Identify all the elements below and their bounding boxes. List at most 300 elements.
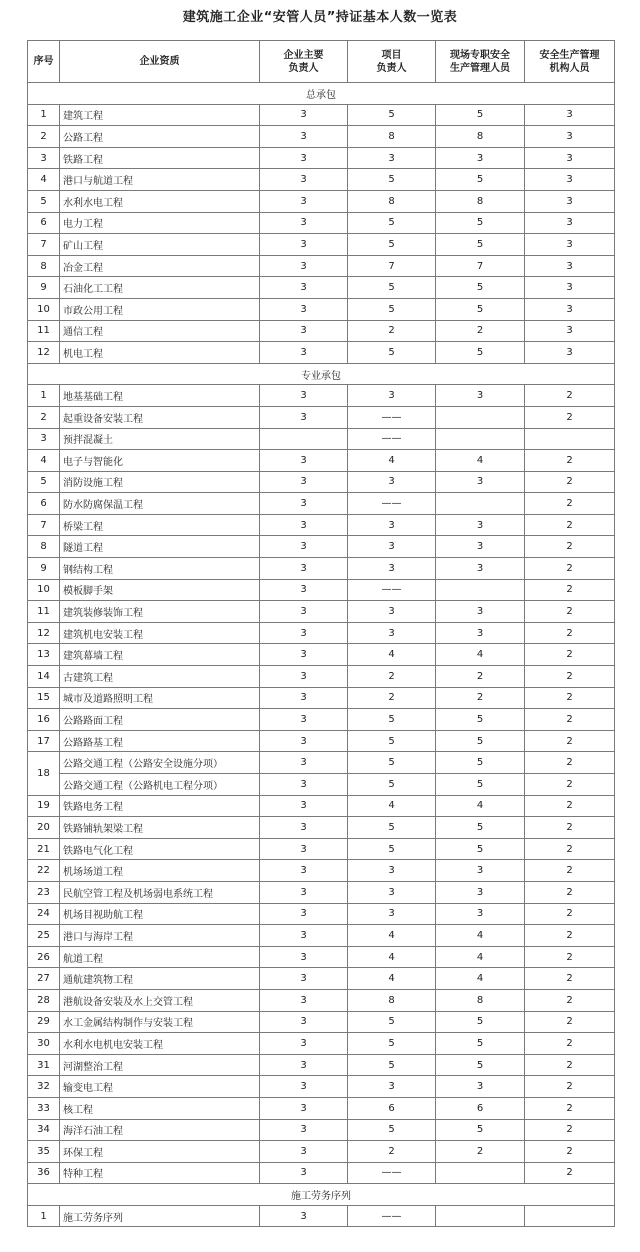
cell-qualification: 铁路电气化工程 [60, 838, 260, 860]
cell-safety-dept: 3 [525, 104, 615, 126]
cell-project-lead: 3 [348, 514, 436, 536]
cell-no: 28 [28, 989, 60, 1011]
cell-qualification: 建筑幕墙工程 [60, 644, 260, 666]
cell-safety-dept: 3 [525, 212, 615, 234]
cell-safety-dept: 2 [525, 601, 615, 623]
cell-principal: 3 [260, 104, 348, 126]
cell-project-lead: 5 [348, 212, 436, 234]
cell-no: 3 [28, 428, 60, 450]
table-row [28, 774, 615, 796]
cell-qualification: 古建筑工程 [60, 666, 260, 688]
cell-safety-dept: 3 [525, 342, 615, 364]
cell-safety-dept: 3 [525, 234, 615, 256]
cell-principal: 3 [260, 925, 348, 947]
cell-no: 10 [28, 579, 60, 601]
cell-onsite-safety: 7 [436, 255, 525, 277]
cell-principal: 3 [260, 1076, 348, 1098]
cell-project-lead: 5 [348, 1119, 436, 1141]
cell-principal: 3 [260, 622, 348, 644]
cell-safety-dept: 2 [525, 406, 615, 428]
cell-principal: 3 [260, 946, 348, 968]
cell-project-lead: —— [348, 1205, 436, 1227]
cell-no: 9 [28, 558, 60, 580]
cell-project-lead: 6 [348, 1097, 436, 1119]
cell-onsite-safety [436, 579, 525, 601]
cell-safety-dept: 2 [525, 795, 615, 817]
cell-project-lead: 5 [348, 298, 436, 320]
table-row [28, 298, 615, 320]
table-row [28, 493, 615, 515]
cell-no: 7 [28, 514, 60, 536]
cell-onsite-safety: 5 [436, 774, 525, 796]
table-row [28, 234, 615, 256]
cell-safety-dept: 2 [525, 450, 615, 472]
cell-onsite-safety: 3 [436, 514, 525, 536]
cell-safety-dept: 2 [525, 860, 615, 882]
cell-project-lead: —— [348, 406, 436, 428]
cell-project-lead: 5 [348, 838, 436, 860]
cell-no: 11 [28, 320, 60, 342]
cell-safety-dept [525, 428, 615, 450]
cell-qualification: 通航建筑物工程 [60, 968, 260, 990]
table-row [28, 666, 615, 688]
cell-qualification: 港口与航道工程 [60, 169, 260, 191]
cell-safety-dept: 2 [525, 1141, 615, 1163]
cell-qualification: 模板脚手架 [60, 579, 260, 601]
cell-project-lead: 5 [348, 1011, 436, 1033]
cell-safety-dept: 2 [525, 752, 615, 774]
cell-onsite-safety: 4 [436, 795, 525, 817]
cell-onsite-safety: 5 [436, 169, 525, 191]
cell-no: 24 [28, 903, 60, 925]
table-row [28, 385, 615, 407]
cell-principal: 3 [260, 687, 348, 709]
cell-principal: 3 [260, 558, 348, 580]
table-row [28, 1141, 615, 1163]
cell-project-lead: 5 [348, 774, 436, 796]
cell-onsite-safety: 2 [436, 1141, 525, 1163]
cell-project-lead: 5 [348, 104, 436, 126]
cell-no: 6 [28, 493, 60, 515]
cell-no: 10 [28, 298, 60, 320]
cell-project-lead: 3 [348, 1076, 436, 1098]
header-cell-no: 序号 [28, 41, 60, 83]
table-row [28, 1097, 615, 1119]
cell-onsite-safety: 3 [436, 471, 525, 493]
cell-principal: 3 [260, 1162, 348, 1184]
cell-qualification: 环保工程 [60, 1141, 260, 1163]
cell-safety-dept: 2 [525, 946, 615, 968]
table-row [28, 147, 615, 169]
cell-safety-dept: 2 [525, 925, 615, 947]
header-cell-project-lead: 项目 负责人 [348, 41, 436, 83]
cell-principal: 3 [260, 212, 348, 234]
cell-project-lead: 3 [348, 860, 436, 882]
cell-project-lead: 4 [348, 450, 436, 472]
cell-principal: 3 [260, 320, 348, 342]
table-row [28, 1033, 615, 1055]
table-row [28, 968, 615, 990]
cell-qualification: 防水防腐保温工程 [60, 493, 260, 515]
cell-principal: 3 [260, 644, 348, 666]
cell-safety-dept: 2 [525, 1076, 615, 1098]
cell-principal: 3 [260, 406, 348, 428]
cell-safety-dept: 2 [525, 1119, 615, 1141]
cell-safety-dept [525, 1205, 615, 1227]
table-row [28, 838, 615, 860]
table-row [28, 1054, 615, 1076]
table-row [28, 450, 615, 472]
cell-qualification: 钢结构工程 [60, 558, 260, 580]
cell-no: 16 [28, 709, 60, 731]
cell-safety-dept: 2 [525, 471, 615, 493]
cell-no: 21 [28, 838, 60, 860]
table-row [28, 903, 615, 925]
cell-qualification: 河湖整治工程 [60, 1054, 260, 1076]
cell-no: 20 [28, 817, 60, 839]
cell-safety-dept: 2 [525, 622, 615, 644]
cell-project-lead: 3 [348, 903, 436, 925]
cell-project-lead: 3 [348, 147, 436, 169]
cell-principal: 3 [260, 298, 348, 320]
cell-project-lead: 3 [348, 622, 436, 644]
header-cell-safety-dept: 安全生产管理 机构人员 [525, 41, 615, 83]
table-row [28, 989, 615, 1011]
cell-safety-dept: 2 [525, 666, 615, 688]
cell-no: 13 [28, 644, 60, 666]
cell-project-lead: 8 [348, 126, 436, 148]
cell-qualification: 机场目视助航工程 [60, 903, 260, 925]
cell-qualification: 核工程 [60, 1097, 260, 1119]
section-row [28, 83, 615, 105]
cell-onsite-safety: 5 [436, 838, 525, 860]
cell-onsite-safety: 5 [436, 342, 525, 364]
cell-project-lead: 2 [348, 666, 436, 688]
cell-onsite-safety: 5 [436, 817, 525, 839]
cell-principal: 3 [260, 709, 348, 731]
table-row [28, 946, 615, 968]
table-row [28, 558, 615, 580]
cell-principal: 3 [260, 1141, 348, 1163]
cell-no: 1 [28, 385, 60, 407]
cell-safety-dept: 3 [525, 277, 615, 299]
cell-onsite-safety: 5 [436, 1054, 525, 1076]
page-title: 建筑施工企业“安管人员”持证基本人数一览表 [182, 10, 458, 25]
cell-onsite-safety: 4 [436, 946, 525, 968]
cell-onsite-safety: 5 [436, 1011, 525, 1033]
cell-project-lead: —— [348, 579, 436, 601]
cell-onsite-safety: 2 [436, 687, 525, 709]
cell-no: 9 [28, 277, 60, 299]
cell-qualification: 铁路工程 [60, 147, 260, 169]
cell-project-lead: 5 [348, 730, 436, 752]
cell-project-lead: 4 [348, 968, 436, 990]
cell-qualification: 公路交通工程（公路机电工程分项） [60, 774, 260, 796]
cell-safety-dept: 3 [525, 255, 615, 277]
cell-principal: 3 [260, 903, 348, 925]
cell-principal: 3 [260, 342, 348, 364]
header-cell-onsite-safety: 现场专职安全 生产管理人员 [436, 41, 525, 83]
cell-qualification: 特种工程 [60, 1162, 260, 1184]
cell-no: 23 [28, 881, 60, 903]
table-row [28, 126, 615, 148]
cell-principal: 3 [260, 795, 348, 817]
cell-qualification: 水利水电工程 [60, 190, 260, 212]
cell-principal: 3 [260, 1011, 348, 1033]
cell-project-lead: 5 [348, 817, 436, 839]
table-row [28, 1076, 615, 1098]
cell-onsite-safety: 5 [436, 234, 525, 256]
cell-onsite-safety: 3 [436, 558, 525, 580]
cell-qualification: 水工金属结构制作与安装工程 [60, 1011, 260, 1033]
cell-no: 1 [28, 104, 60, 126]
cell-principal: 3 [260, 817, 348, 839]
cell-project-lead: 2 [348, 1141, 436, 1163]
cell-onsite-safety: 5 [436, 298, 525, 320]
section-row [28, 363, 615, 385]
cell-onsite-safety [436, 1205, 525, 1227]
cell-onsite-safety: 2 [436, 666, 525, 688]
table-row [28, 104, 615, 126]
cell-principal: 3 [260, 1054, 348, 1076]
cell-principal: 3 [260, 493, 348, 515]
cell-project-lead: 5 [348, 1054, 436, 1076]
table-row [28, 860, 615, 882]
cell-no: 8 [28, 536, 60, 558]
cell-qualification: 隧道工程 [60, 536, 260, 558]
cell-principal: 3 [260, 450, 348, 472]
cell-onsite-safety: 3 [436, 903, 525, 925]
table-row [28, 1205, 615, 1227]
cell-onsite-safety [436, 406, 525, 428]
cell-principal: 3 [260, 471, 348, 493]
cell-principal: 3 [260, 666, 348, 688]
cell-onsite-safety: 4 [436, 450, 525, 472]
cell-no: 26 [28, 946, 60, 968]
cell-onsite-safety: 5 [436, 730, 525, 752]
cell-qualification: 建筑机电安装工程 [60, 622, 260, 644]
table-row [28, 471, 615, 493]
cell-project-lead: 3 [348, 601, 436, 623]
cell-principal: 3 [260, 234, 348, 256]
cell-principal: 3 [260, 774, 348, 796]
cell-safety-dept: 2 [525, 1162, 615, 1184]
cell-qualification: 建筑工程 [60, 104, 260, 126]
cell-project-lead: 4 [348, 925, 436, 947]
cell-project-lead: 8 [348, 190, 436, 212]
cell-project-lead: 3 [348, 536, 436, 558]
cell-qualification: 施工劳务序列 [60, 1205, 260, 1227]
table-row [28, 277, 615, 299]
cell-no: 6 [28, 212, 60, 234]
cell-project-lead: 5 [348, 342, 436, 364]
cell-onsite-safety: 3 [436, 860, 525, 882]
cell-qualification: 预拌混凝土 [60, 428, 260, 450]
cell-principal: 3 [260, 838, 348, 860]
cell-project-lead: 5 [348, 169, 436, 191]
cell-principal: 3 [260, 989, 348, 1011]
cell-onsite-safety: 5 [436, 752, 525, 774]
personnel-table [27, 40, 615, 1227]
cell-no: 19 [28, 795, 60, 817]
cell-no: 12 [28, 622, 60, 644]
cell-onsite-safety: 8 [436, 126, 525, 148]
cell-onsite-safety: 2 [436, 320, 525, 342]
cell-safety-dept: 2 [525, 1097, 615, 1119]
cell-safety-dept: 2 [525, 514, 615, 536]
cell-qualification: 电子与智能化 [60, 450, 260, 472]
cell-qualification: 港航设备安装及水上交管工程 [60, 989, 260, 1011]
cell-safety-dept: 2 [525, 1011, 615, 1033]
cell-principal: 3 [260, 169, 348, 191]
cell-project-lead: 7 [348, 255, 436, 277]
cell-no: 7 [28, 234, 60, 256]
cell-principal: 3 [260, 1097, 348, 1119]
cell-no: 2 [28, 406, 60, 428]
cell-onsite-safety: 3 [436, 385, 525, 407]
cell-safety-dept: 3 [525, 169, 615, 191]
cell-onsite-safety: 5 [436, 104, 525, 126]
cell-safety-dept: 2 [525, 968, 615, 990]
table-row [28, 644, 615, 666]
cell-safety-dept: 2 [525, 493, 615, 515]
cell-safety-dept: 2 [525, 709, 615, 731]
cell-onsite-safety: 5 [436, 1119, 525, 1141]
cell-onsite-safety: 5 [436, 212, 525, 234]
table-row [28, 579, 615, 601]
cell-project-lead: 5 [348, 234, 436, 256]
table-row [28, 212, 615, 234]
cell-safety-dept: 2 [525, 838, 615, 860]
cell-onsite-safety: 8 [436, 989, 525, 1011]
cell-no: 8 [28, 255, 60, 277]
cell-onsite-safety: 6 [436, 1097, 525, 1119]
cell-principal: 3 [260, 881, 348, 903]
cell-project-lead: —— [348, 1162, 436, 1184]
cell-no: 5 [28, 471, 60, 493]
cell-no: 34 [28, 1119, 60, 1141]
table-row [28, 406, 615, 428]
cell-qualification: 航道工程 [60, 946, 260, 968]
cell-principal: 3 [260, 730, 348, 752]
cell-project-lead: 3 [348, 385, 436, 407]
section-label: 总承包 [28, 83, 615, 105]
table-row [28, 709, 615, 731]
cell-project-lead: 5 [348, 277, 436, 299]
cell-qualification: 水利水电机电安装工程 [60, 1033, 260, 1055]
cell-qualification: 公路路基工程 [60, 730, 260, 752]
cell-project-lead: 2 [348, 687, 436, 709]
cell-safety-dept: 2 [525, 903, 615, 925]
cell-qualification: 民航空管工程及机场弱电系统工程 [60, 881, 260, 903]
cell-qualification: 铁路铺轨架梁工程 [60, 817, 260, 839]
cell-onsite-safety: 4 [436, 925, 525, 947]
cell-qualification: 城市及道路照明工程 [60, 687, 260, 709]
cell-project-lead: —— [348, 493, 436, 515]
cell-safety-dept: 2 [525, 385, 615, 407]
cell-no: 12 [28, 342, 60, 364]
cell-project-lead: 2 [348, 320, 436, 342]
cell-no: 35 [28, 1141, 60, 1163]
cell-no: 29 [28, 1011, 60, 1033]
cell-onsite-safety: 3 [436, 147, 525, 169]
cell-no: 31 [28, 1054, 60, 1076]
header-cell-principal: 企业主要 负责人 [260, 41, 348, 83]
table-row [28, 1011, 615, 1033]
cell-onsite-safety [436, 493, 525, 515]
table-row [28, 169, 615, 191]
cell-safety-dept: 2 [525, 1033, 615, 1055]
cell-qualification: 石油化工工程 [60, 277, 260, 299]
cell-principal: 3 [260, 385, 348, 407]
table-row [28, 817, 615, 839]
cell-no: 1 [28, 1205, 60, 1227]
table-row [28, 320, 615, 342]
table-row [28, 255, 615, 277]
cell-principal [260, 428, 348, 450]
cell-onsite-safety: 3 [436, 622, 525, 644]
table-row [28, 428, 615, 450]
cell-project-lead: —— [348, 428, 436, 450]
cell-safety-dept: 2 [525, 579, 615, 601]
cell-principal: 3 [260, 277, 348, 299]
cell-qualification: 市政公用工程 [60, 298, 260, 320]
section-label: 施工劳务序列 [28, 1184, 615, 1206]
table-row [28, 622, 615, 644]
cell-project-lead: 3 [348, 558, 436, 580]
cell-principal: 3 [260, 579, 348, 601]
cell-principal: 3 [260, 126, 348, 148]
cell-project-lead: 5 [348, 709, 436, 731]
cell-qualification: 桥梁工程 [60, 514, 260, 536]
cell-onsite-safety: 5 [436, 1033, 525, 1055]
cell-onsite-safety: 4 [436, 644, 525, 666]
cell-no: 33 [28, 1097, 60, 1119]
cell-onsite-safety: 5 [436, 277, 525, 299]
cell-qualification: 地基基础工程 [60, 385, 260, 407]
cell-project-lead: 4 [348, 644, 436, 666]
cell-onsite-safety: 3 [436, 601, 525, 623]
cell-safety-dept: 2 [525, 817, 615, 839]
cell-onsite-safety: 3 [436, 1076, 525, 1098]
cell-project-lead: 3 [348, 471, 436, 493]
cell-onsite-safety: 3 [436, 881, 525, 903]
cell-no: 14 [28, 666, 60, 688]
cell-safety-dept: 3 [525, 147, 615, 169]
cell-safety-dept: 3 [525, 190, 615, 212]
cell-principal: 3 [260, 601, 348, 623]
cell-project-lead: 4 [348, 795, 436, 817]
cell-no: 15 [28, 687, 60, 709]
cell-safety-dept: 2 [525, 644, 615, 666]
cell-qualification: 起重设备安装工程 [60, 406, 260, 428]
cell-principal: 3 [260, 752, 348, 774]
table-row [28, 1119, 615, 1141]
cell-qualification: 冶金工程 [60, 255, 260, 277]
section-label: 专业承包 [28, 363, 615, 385]
cell-safety-dept: 2 [525, 687, 615, 709]
cell-onsite-safety: 4 [436, 968, 525, 990]
cell-onsite-safety [436, 1162, 525, 1184]
cell-qualification: 通信工程 [60, 320, 260, 342]
cell-qualification: 公路路面工程 [60, 709, 260, 731]
cell-qualification: 海洋石油工程 [60, 1119, 260, 1141]
table-row [28, 730, 615, 752]
cell-safety-dept: 3 [525, 298, 615, 320]
cell-qualification: 港口与海岸工程 [60, 925, 260, 947]
cell-safety-dept: 2 [525, 536, 615, 558]
cell-qualification: 建筑装修装饰工程 [60, 601, 260, 623]
